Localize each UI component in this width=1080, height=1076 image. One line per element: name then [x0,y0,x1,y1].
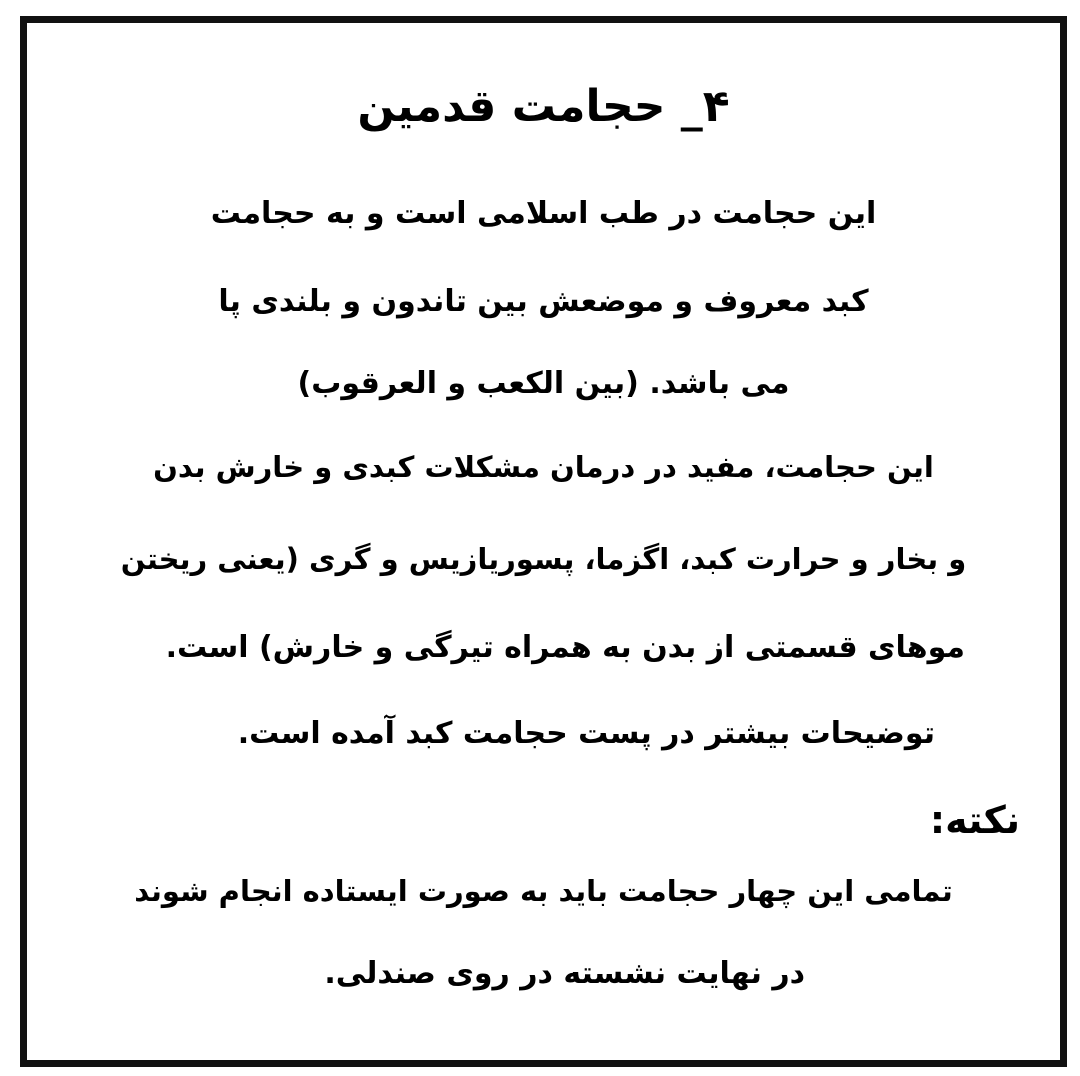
document-page [27,23,1060,1060]
page-title: ۴_ حجامت قدمین [357,81,730,132]
note-line2: در نهایت نشسته در روی صندلی. [324,956,805,991]
paragraph1-line3: می باشد. (بین الکعب و العرقوب) [297,366,790,401]
paragraph1-line1: این حجامت در طب اسلامی است و به حجامت [210,196,877,231]
note-heading: نکته: [929,798,1020,842]
paragraph2-line1: این حجامت، مفید در درمان مشکلات کبدی و خارش بدن [153,450,934,484]
paragraph1-line2: کبد معروف و موضعش بین تاندون و بلندی پا [218,284,869,319]
paragraph2-line3: موهای قسمتی از بدن به همراه تیرگی و خارش) است. [165,630,965,665]
paragraph2-line4: توضیحات بیشتر در پست حجامت کبد آمده است. [237,716,935,751]
document-frame [20,16,1067,1067]
note-line1: تمامی این چهار حجامت باید به صورت ایستاده انجام شوند [134,874,953,908]
paragraph2-line2: و بخار و حرارت کبد، اگزما، پسوریازیس و گری (یعنی ریختن [120,542,967,576]
